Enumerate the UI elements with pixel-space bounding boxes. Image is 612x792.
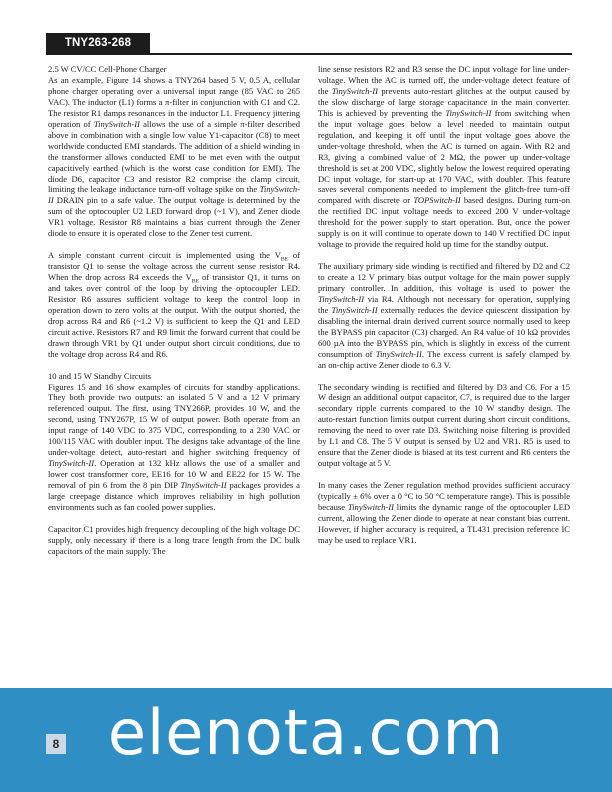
- page-number: 8: [46, 734, 66, 754]
- italic-term: TOPSwitch-II: [413, 195, 461, 206]
- italic-term: TinySwitch-II: [331, 85, 378, 96]
- paragraph: The auxiliary primary side winding is rectified and filtered by D2 and C2 to create a 12 V primary bias output voltage for the main power supply primary controller. In addition, this voltage is used to power the TinySwitch-II via R4. Although not necessary for operation, supplying the TinySwitch-II externally reduces the device quiescent dissipation by disabling the internal drain derived current source normally used to keep the BYPASS pin capacitor (C3) charged. An R4 value of 10 kΩ provides 600 µA into the BYPASS pin, which is slightly in excess of the current consumption of TinySwitch-II. The excess current is safely clamped by an on-chip active Zener diode to 6.3 V.: [318, 261, 570, 370]
- paragraph: As an example, Figure 14 shows a TNY264 based 5 V, 0.5 A, cellular phone charger operating over a universal input range (85 VAC to 265 VAC). The inductor (L1) forms a π-filter in conjunction with C1 and C2. The resistor R1 damps resonances in the inductor L1. Frequency jittering operation of TinySwitch-II allows the use of a simple π-filter described above in combination with a single low value Y1-capacitor (C8) to meet worldwide conducted EMI standards. The addition of a shield winding in the transformer allows conducted EMI to be met even with the output capacitively earthed (which is the worst case condition for EMI). The diode D6, capacitor C3 and resistor R2 comprise the clamp circuit, limiting the leakage inductance turn-off voltage spike on the TinySwitch-II DRAIN pin to a safe value. The output voltage is determined by the sum of the optocoupler U2 LED forward drop (~1 V), and Zener diode VR1 voltage. Resistor R8 maintains a bias current through the Zener diode to ensure it is operated close to the Zener test current.: [48, 74, 301, 239]
- left-column: [48, 64, 300, 568]
- italic-term: TinySwitch-II: [375, 348, 422, 359]
- paragraph: Capacitor C1 provides high frequency decoupling of the high voltage DC supply, only necessary if there is a long trace length from the DC bulk capacitors of the main supply. The: [48, 523, 300, 556]
- italic-term: TinySwitch-II: [331, 304, 378, 315]
- section-heading-standby: 10 and 15 W Standby Circuits: [48, 370, 151, 381]
- header-rule: [46, 53, 572, 55]
- subscript: BE: [191, 278, 199, 285]
- paragraph: Figures 15 and 16 show examples of circuits for standby applications. They both provide two outputs: an isolated 5 V and a 12 V primary referenced output. The first, using TNY266P, provides 10 W, and the second, using TNY267P, 15 W of output power. Both operate from an input range of 140 VDC to 375 VDC, corresponding to a 230 VAC or 100/115 VAC with doubler input. The designs take advantage of the line under-voltage detect, auto-restart and higher switching frequency of TinySwitch-II. Operation at 132 kHz allows the use of a smaller and lower cost transformer core, EE16 for 10 W and EE22 for 15 W. The removal of pin 6 from the 8 pin DIP TinySwitch-II packages provides a large creepage distance which improves reliability in high pollution environments such as fan cooled power supplies.: [48, 381, 300, 512]
- right-column: [318, 64, 570, 557]
- italic-term: TinySwitch-II: [180, 480, 227, 491]
- subscript: BE: [280, 256, 288, 263]
- paragraph: A simple constant current circuit is implemented using the $V_{BE}$ of transistor Q1 to sense the voltage across the current sense resistor R4. When the drop across R4 exceeds the $V_{BE}$ of transistor Q1, it turns on and takes over control of the loop by driving the optocoupler LED. Resistor R6 assures sufficient voltage to keep the control loop in operation down to zero volts at the output. With the output shorted, the drop across R4 and R6 (~1.2 V) is sufficient to keep the Q1 and LED circuit active. Resistors R7 and R9 limit the forward current that could be drawn through VR1 by Q1 under output short circuit conditions, due to the voltage drop across R4 and R6.: [48, 250, 300, 359]
- italic-term: TinySwitch-II: [93, 118, 140, 129]
- document-title-tab: TNY263-268: [46, 33, 150, 54]
- italic-term: TinySwitch-II: [318, 293, 365, 304]
- italic-term: TinySwitch-II: [347, 501, 394, 512]
- paragraph: The secondary winding is rectified and filtered by D3 and C6. For a 15 W design an additional output capacitor, C7, is required due to the larger secondary ripple currents compared to the 10 W standby design. The auto-restart function limits output current during short circuit conditions, removing the need to over rate D3. Switching noise filtering is provided by L1 and C8. The 5 V output is sensed by U2 and VR1. R5 is used to ensure that the Zener diode is biased at its test current and R6 centers the output voltage at 5 V.: [318, 381, 570, 469]
- italic-term: TinySwitch-II: [48, 184, 300, 206]
- paragraph: In many cases the Zener regulation method provides sufficient accuracy (typically ± 6% over a 0 °C to 50 °C temperature range). This is possible because TinySwitch-II limits the dynamic range of the optocoupler LED current, allowing the Zener diode to operate at near constant bias current. However, if higher accuracy is required, a TL431 precision reference IC may be used to replace VR1.: [318, 480, 570, 545]
- paragraph: line sense resistors R2 and R3 sense the DC input voltage for line under-voltage. When the AC is turned off, the under-voltage detect feature of the TinySwitch-II prevents auto-restart glitches at the output caused by the slow discharge of large storage capacitance in the main converter. This is achieved by preventing the TinySwitch-II from switching when the input voltage goes below a level needed to maintain output regulation, and keeping it off until the input voltage goes above the under-voltage threshold, when the AC is turned on again. With R2 and R3, giving a combined value of 2 MΩ, the power up under-voltage threshold is set at 200 VDC, slightly below the lowest required operating DC input voltage, for start-up at 170 VAC, with doubler. This feature saves several components needed to implement the glitch-free turn-off compared with discrete or TOPSwitch-II based designs. During turn-on the rectified DC input voltage needs to exceed 200 V under-voltage threshold for the power supply to start operation. But, once the power supply is on it will continue to operate down to 140 V rectified DC input voltage to provide the required hold up time for the standby output.: [318, 64, 570, 250]
- italic-term: TinySwitch-II: [445, 107, 492, 118]
- italic-term: TinySwitch-II: [48, 458, 95, 469]
- watermark-text: elenota.com: [107, 696, 505, 769]
- section-heading-charger: 2.5 W CV/CC Cell-Phone Charger: [48, 64, 167, 74]
